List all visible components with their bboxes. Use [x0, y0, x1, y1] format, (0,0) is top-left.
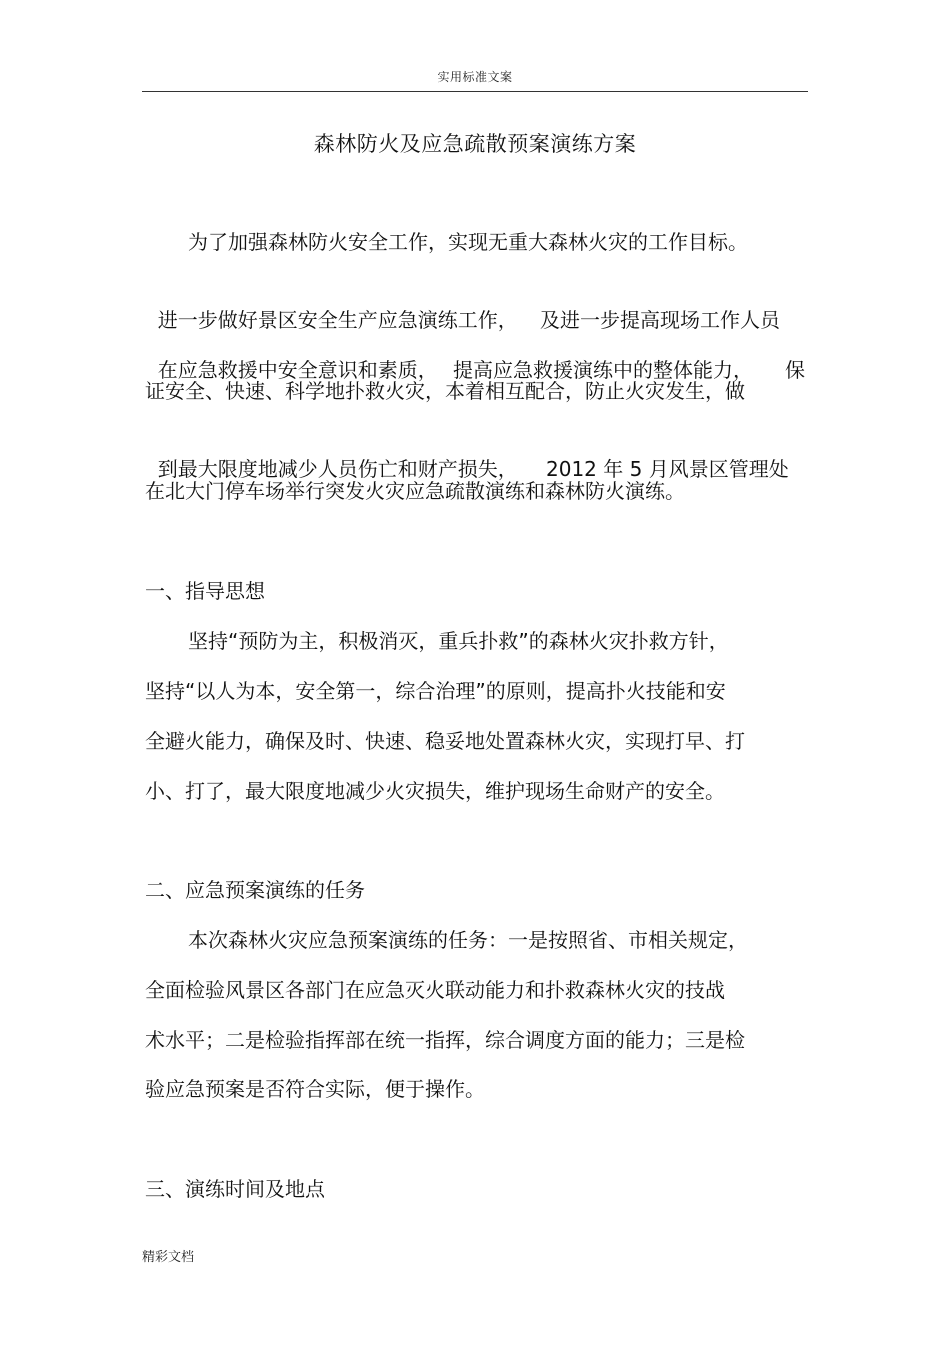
- intro-line-5a: 到最大限度地减少人员伤亡和财产损失，: [157, 457, 518, 481]
- section-1-line-4: 小、打了，最大限度地减少火灾损失，维护现场生命财产的安全。: [145, 779, 725, 803]
- intro-line-6: 在北大门停车场举行突发火灾应急疏散演练和森林防火演练。: [145, 479, 685, 503]
- intro-line-3a: 在应急救援中安全意识和素质，: [157, 358, 438, 382]
- section-1-line-2: 坚持“以人为本，安全第一，综合治理”的原则，提高扑火技能和安: [145, 679, 726, 703]
- intro-line-3c: 保: [785, 358, 805, 382]
- section-1-heading: 一、指导思想: [145, 579, 265, 603]
- intro-line-2b: 及进一步提高现场工作人员: [540, 308, 780, 332]
- section-2-line-4: 验应急预案是否符合实际，便于操作。: [145, 1077, 485, 1101]
- page-header: 实用标准文案: [437, 70, 513, 84]
- intro-line-5: [145, 427, 807, 483]
- intro-line-1: 为了加强森林防火安全工作，实现无重大森林火灾的工作目标。: [188, 230, 748, 254]
- section-2-line-3: 术水平；二是检验指挥部在统一指挥，综合调度方面的能力；三是检: [145, 1028, 745, 1052]
- intro-line-2a: 进一步做好景区安全生产应急演练工作，: [157, 308, 518, 332]
- intro-line-2: [145, 278, 807, 334]
- section-2-line-2: 全面检验风景区各部门在应急灭火联动能力和扑救森林火灾的技战: [145, 978, 725, 1002]
- header-rule: [142, 91, 808, 92]
- intro-line-5b: 2012 年 5 月风景区管理处: [546, 457, 789, 481]
- section-1-line-3: 全避火能力，确保及时、快速、稳妥地处置森林火灾，实现打早、打: [145, 729, 745, 753]
- intro-line-3: [145, 328, 807, 384]
- intro-line-3b: 提高应急救援演练中的整体能力，: [453, 358, 753, 382]
- document-title: 森林防火及应急疏散预案演练方案: [313, 132, 637, 156]
- section-2-line-1: 本次森林火灾应急预案演练的任务：一是按照省、市相关规定，: [188, 928, 748, 952]
- section-1-line-1: 坚持“预防为主，积极消灭，重兵扑救”的森林火灾扑救方针，: [188, 629, 729, 653]
- section-2-heading: 二、应急预案演练的任务: [145, 878, 365, 902]
- page-footer: 精彩文档: [142, 1250, 195, 1265]
- section-3-heading: 三、演练时间及地点: [145, 1177, 325, 1201]
- intro-line-4: 证安全、快速、科学地扑救火灾，本着相互配合，防止火灾发生，做: [145, 379, 745, 403]
